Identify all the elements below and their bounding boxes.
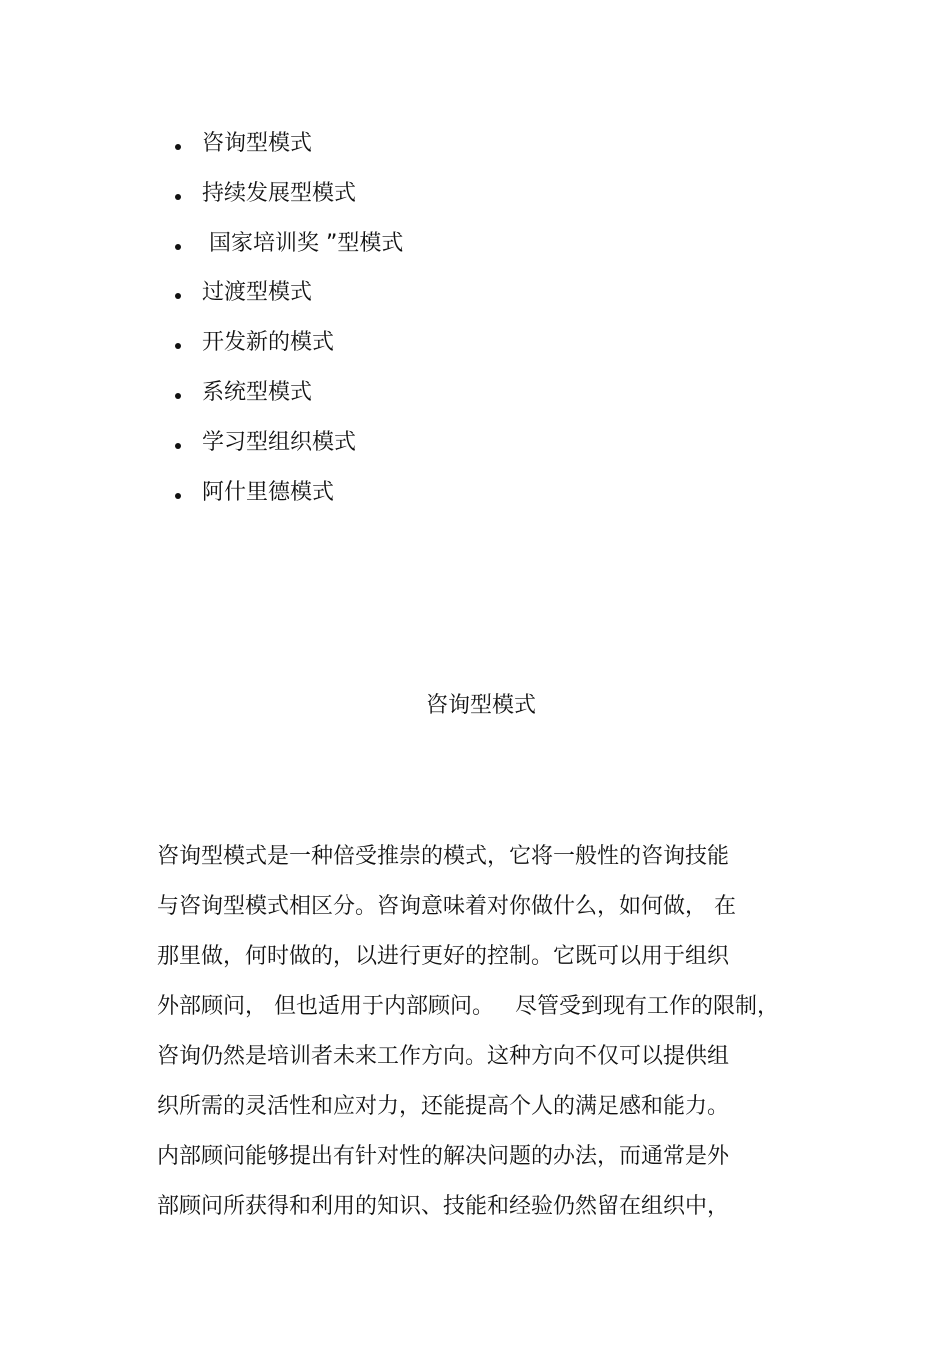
paragraph-line: 内部顾问能够提出有针对性的解决问题的办法，而通常是外 [157, 1144, 730, 1169]
toc-item [0, 327, 950, 377]
paragraph-line: 咨询型模式是一种倍受推崇的模式，它将一般性的咨询技能 [157, 844, 730, 869]
toc-item [0, 427, 950, 477]
toc-item-label: 国家培训奖 ”型模式 [202, 230, 404, 256]
toc-item-label: 开发新的模式 [202, 330, 335, 356]
bullet-icon [175, 194, 181, 200]
toc-item-label: 系统型模式 [202, 379, 313, 405]
toc-item-label: 咨询型模式 [202, 131, 313, 156]
paragraph-line: 外部顾问， 但也适用于内部顾问。 尽管受到现有工作的限制， [157, 994, 779, 1019]
bullet-icon [175, 443, 181, 449]
bullet-icon [175, 244, 181, 250]
toc-item [0, 377, 950, 427]
toc-item [0, 178, 950, 228]
paragraph-line: 部顾问所获得和利用的知识、技能和经验仍然留在组织中， [157, 1194, 730, 1219]
toc-item-label: 学习型组织模式 [202, 429, 357, 455]
toc-item-label: 持续发展型模式 [202, 180, 357, 206]
bullet-icon [175, 493, 181, 499]
toc-item [0, 277, 950, 327]
paragraph-line: 与咨询型模式相区分。咨询意味着对你做什么，如何做， 在 [157, 894, 736, 919]
toc-list [0, 128, 950, 526]
paragraph-line: 织所需的灵活性和应对力，还能提高个人的满足感和能力。 [157, 1094, 730, 1119]
section-heading: 咨询型模式 [425, 693, 536, 718]
paragraph-line: 那里做，何时做的，以进行更好的控制。它既可以用于组织 [157, 944, 730, 969]
body-paragraph [157, 840, 817, 1240]
toc-item-label: 阿什里德模式 [202, 479, 335, 505]
bullet-icon [175, 144, 181, 150]
bullet-icon [175, 393, 181, 399]
toc-item [0, 128, 950, 178]
paragraph-line: 咨询仍然是培训者未来工作方向。这种方向不仅可以提供组 [157, 1044, 730, 1069]
bullet-icon [175, 343, 181, 349]
toc-item [0, 477, 950, 527]
toc-item [0, 228, 950, 278]
bullet-icon [175, 293, 181, 299]
toc-item-label: 过渡型模式 [202, 280, 313, 306]
